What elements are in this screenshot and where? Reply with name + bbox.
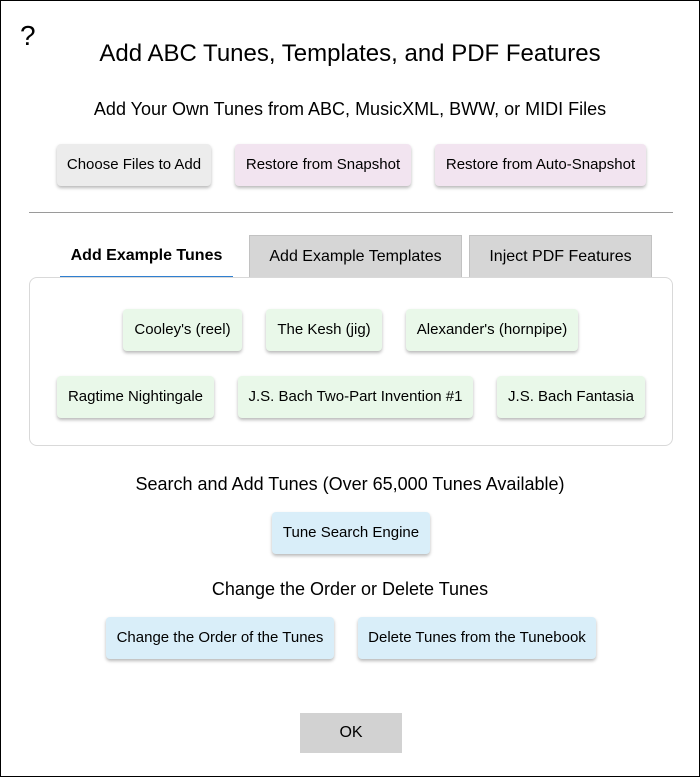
- example-bach-invention-button[interactable]: J.S. Bach Two-Part Invention #1: [238, 376, 473, 418]
- choose-files-button[interactable]: Choose Files to Add: [57, 144, 211, 186]
- example-cooleys-reel-button[interactable]: Cooley's (reel): [123, 309, 242, 351]
- example-bach-fantasia-button[interactable]: J.S. Bach Fantasia: [497, 376, 645, 418]
- tab-add-example-tunes[interactable]: Add Example Tunes: [60, 235, 233, 277]
- restore-snapshot-button[interactable]: Restore from Snapshot: [235, 144, 411, 186]
- example-the-kesh-jig-button[interactable]: The Kesh (jig): [266, 309, 382, 351]
- example-ragtime-nightingale-button[interactable]: Ragtime Nightingale: [57, 376, 214, 418]
- restore-auto-snapshot-button[interactable]: Restore from Auto-Snapshot: [435, 144, 646, 186]
- ok-button[interactable]: OK: [300, 713, 402, 753]
- delete-tunes-button[interactable]: Delete Tunes from the Tunebook: [358, 617, 596, 659]
- change-order-button[interactable]: Change the Order of the Tunes: [106, 617, 334, 659]
- example-tunes-panel: [29, 277, 673, 446]
- help-button[interactable]: ?: [20, 20, 36, 51]
- own-tunes-heading: Add Your Own Tunes from ABC, MusicXML, BWW, or MIDI Files: [93, 99, 607, 119]
- tab-inject-pdf-features[interactable]: Inject PDF Features: [469, 235, 652, 277]
- tab-add-example-templates[interactable]: Add Example Templates: [249, 235, 462, 277]
- section-divider: [29, 212, 673, 213]
- search-heading: Search and Add Tunes (Over 65,000 Tunes Available): [135, 474, 565, 494]
- order-heading: Change the Order or Delete Tunes: [211, 579, 489, 599]
- example-alexanders-hornpipe-button[interactable]: Alexander's (hornpipe): [406, 309, 578, 351]
- dialog-title: Add ABC Tunes, Templates, and PDF Features: [99, 40, 601, 67]
- tune-search-engine-button[interactable]: Tune Search Engine: [272, 512, 430, 554]
